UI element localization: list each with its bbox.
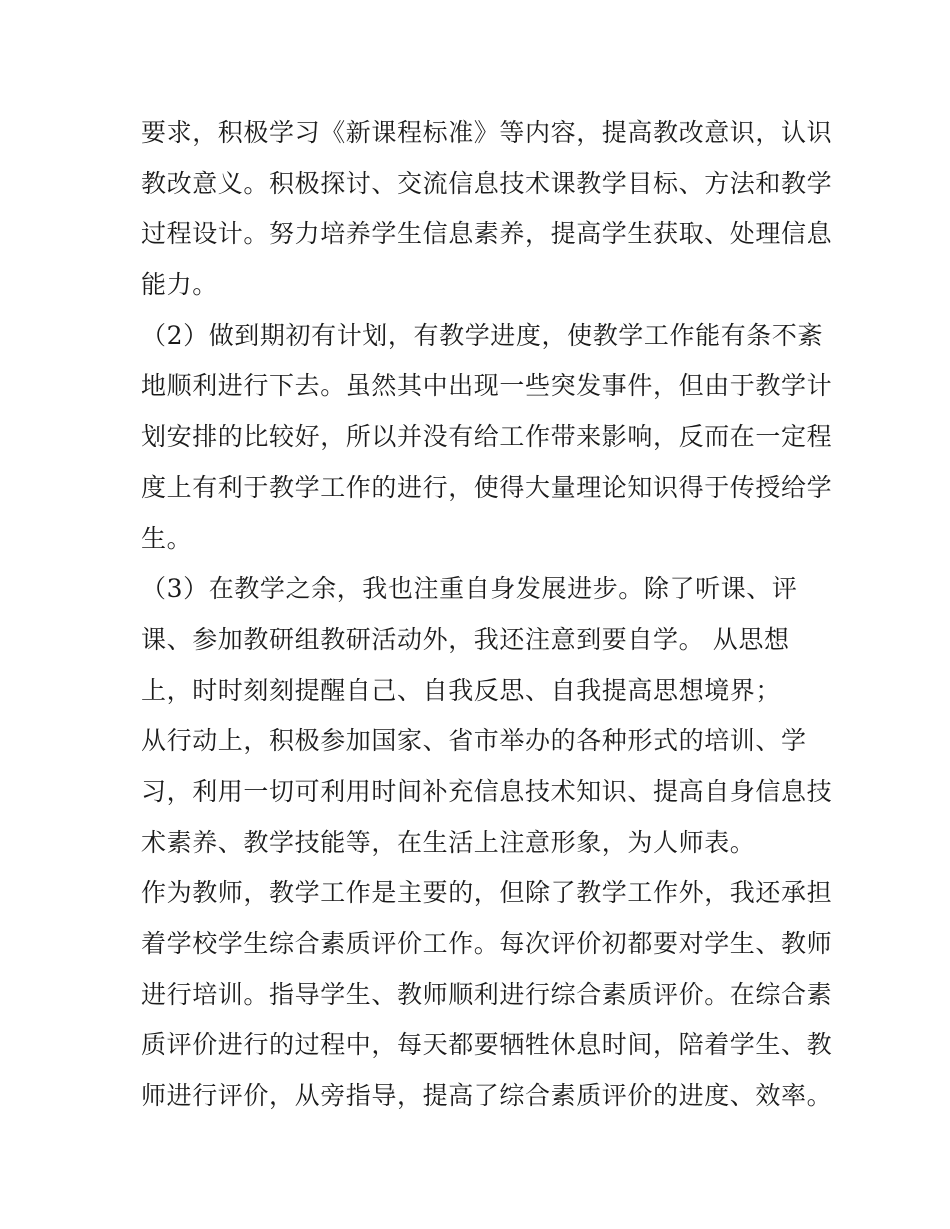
- text-line: 过程设计。努力培养学生信息素养，提高学生获取、处理信息: [141, 219, 833, 249]
- text-line: （3）在教学之余，我也注重自身发展进步。除了听课、评: [141, 574, 798, 604]
- text-line: 进行培训。指导学生、教师顺利进行综合素质评价。在综合素: [141, 979, 833, 1009]
- text-line: 师进行评价，从旁指导，提高了综合素质评价的进度、效率。: [141, 1081, 833, 1111]
- text-line: 能力。: [141, 270, 218, 300]
- text-line: 地顺利进行下去。虽然其中出现一些突发事件，但由于教学计: [141, 371, 833, 401]
- text-line: 从行动上，积极参加国家、省市举办的各种形式的培训、学: [141, 726, 807, 756]
- text-line: 要求，积极学习《新课程标准》等内容，提高教改意识，认识: [141, 118, 833, 147]
- text-line: 生。: [141, 523, 193, 553]
- text-line: 课、参加教研组教研活动外，我还注意到要自学。 从思想: [141, 624, 790, 654]
- text-line: （2）做到期初有计划，有教学进度，使教学工作能有条不紊: [141, 320, 824, 350]
- body-text: [141, 108, 833, 1122]
- text-line: 着学校学生综合素质评价工作。每次评价初都要对学生、教师: [141, 929, 833, 958]
- text-line: 度上有利于教学工作的进行，使得大量理论知识得于传授给学: [141, 472, 833, 502]
- text-line: 术素养、教学技能等，在生活上注意形象，为人师表。: [141, 827, 756, 857]
- text-line: 习，利用一切可利用时间补充信息技术知识、提高自身信息技: [141, 776, 833, 806]
- text-line: 作为教师，教学工作是主要的，但除了教学工作外，我还承担: [141, 878, 833, 908]
- text-line: 质评价进行的过程中，每天都要牺牲休息时间，陪着学生、教: [141, 1030, 833, 1060]
- text-line: 教改意义。积极探讨、交流信息技术课教学目标、方法和教学: [141, 168, 833, 198]
- text-line: 划安排的比较好，所以并没有给工作带来影响，反而在一定程: [141, 422, 833, 452]
- text-line: 上，时时刻刻提醒自己、自我反思、自我提高思想境界；: [141, 675, 782, 705]
